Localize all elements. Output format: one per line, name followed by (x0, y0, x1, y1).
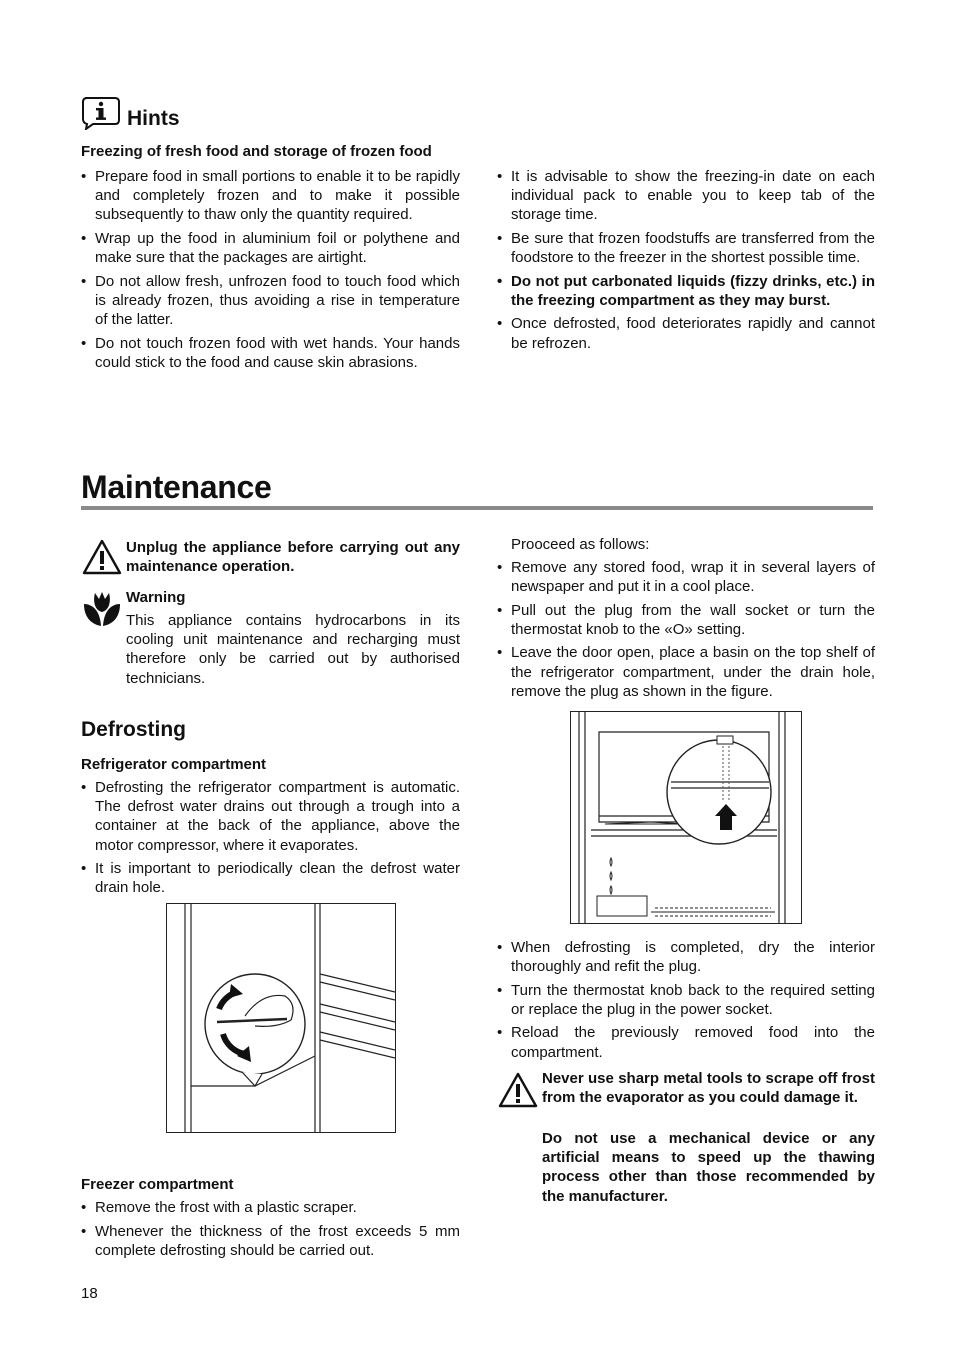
caution-sharp-tools: Never use sharp metal tools to scrape off frost from the evaporator as you could damage it. (542, 1070, 875, 1107)
list-item: • Wrap up the food in aluminium foil or polythene and make sure that the packages are airtight. (81, 229, 460, 267)
warning-triangle-icon (82, 539, 122, 575)
list-item: • Whenever the thickness of the frost exceeds 5 mm complete defrosting should be carried out. (81, 1222, 460, 1260)
hydrocarbon-warning: This appliance contains hydrocarbons in its cooling unit maintenance and recharging must therefore only be carried out by authorised technicians. (126, 612, 460, 687)
section-heading-defrosting: Defrosting (81, 718, 186, 741)
drain-hole-figure (166, 903, 396, 1133)
list-item: • Reload the previously removed food into the compartment. (497, 1023, 875, 1061)
list-item: • Remove any stored food, wrap it in several layers of newspaper and put it in a cool place. (497, 558, 875, 596)
list-item: • Remove the frost with a plastic scraper. (81, 1198, 460, 1217)
list-item: • Defrosting the refrigerator compartment is automatic. The defrost water drains out through a trough into a container at the back of the appliance, above the motor compressor, where it evaporates. (81, 778, 460, 855)
list-item: • Prepare food in small portions to enable it to be rapidly and completely frozen and to make it possible subsequently to thaw only the quantity required. (81, 167, 460, 225)
info-icon (81, 94, 121, 130)
list-item: • Do not touch frozen food with wet hands. Your hands could stick to the food and cause skin abrasions. (81, 334, 460, 372)
list-item: • Pull out the plug from the wall socket or turn the thermostat knob to the «O» setting. (497, 601, 875, 639)
hints-list-left (81, 167, 460, 376)
title-divider (81, 506, 873, 510)
fridge-subtitle: Refrigerator compartment (81, 756, 267, 773)
plug-removal-figure (570, 711, 802, 924)
list-item: • Turn the thermostat knob back to the required setting or replace the plug in the power socket. (497, 981, 875, 1019)
freezer-subtitle: Freezer compartment (81, 1176, 234, 1193)
flower-warning-icon (82, 590, 122, 628)
unplug-warning: Unplug the appliance before carrying out any maintenance operation. (126, 539, 460, 576)
freezer-list (81, 1198, 460, 1264)
warning-triangle-icon (498, 1072, 538, 1108)
steps-list-a (497, 558, 875, 705)
hints-list-right (497, 167, 875, 357)
fridge-list (81, 778, 460, 902)
list-item: • Do not put carbonated liquids (fizzy drinks, etc.) in the freezing compartment as they may burst. (497, 272, 875, 310)
list-item: • Leave the door open, place a basin on the top shelf of the refrigerator compartment, under the drain hole, remove the plug as shown in the figure. (497, 643, 875, 701)
caution-mechanical-device: Do not use a mechanical device or any artificial means to speed up the thawing process other than those recommended by the manufacturer. (542, 1130, 875, 1205)
page-number: 18 (81, 1285, 98, 1302)
list-item: • Once defrosted, food deteriorates rapidly and cannot be refrozen. (497, 314, 875, 352)
hints-heading: Hints (127, 107, 180, 130)
steps-list-b (497, 938, 875, 1066)
list-item: • It is advisable to show the freezing-in date on each individual pack to enable you to keep tab of the storage time. (497, 167, 875, 225)
list-item: • Be sure that frozen foodstuffs are transferred from the foodstore to the freezer in the shortest possible time. (497, 229, 875, 267)
list-item: • When defrosting is completed, dry the interior thoroughly and refit the plug. (497, 938, 875, 976)
warning-label: Warning (126, 589, 186, 606)
page-title: Maintenance (81, 469, 272, 505)
list-item: • Do not allow fresh, unfrozen food to touch food which is already frozen, thus avoiding a rise in temperature of the latter. (81, 272, 460, 330)
list-item: • It is important to periodically clean the defrost water drain hole. (81, 859, 460, 897)
hints-subtitle: Freezing of fresh food and storage of frozen food (81, 143, 432, 160)
proceed-text: Prooceed as follows: (511, 536, 650, 553)
